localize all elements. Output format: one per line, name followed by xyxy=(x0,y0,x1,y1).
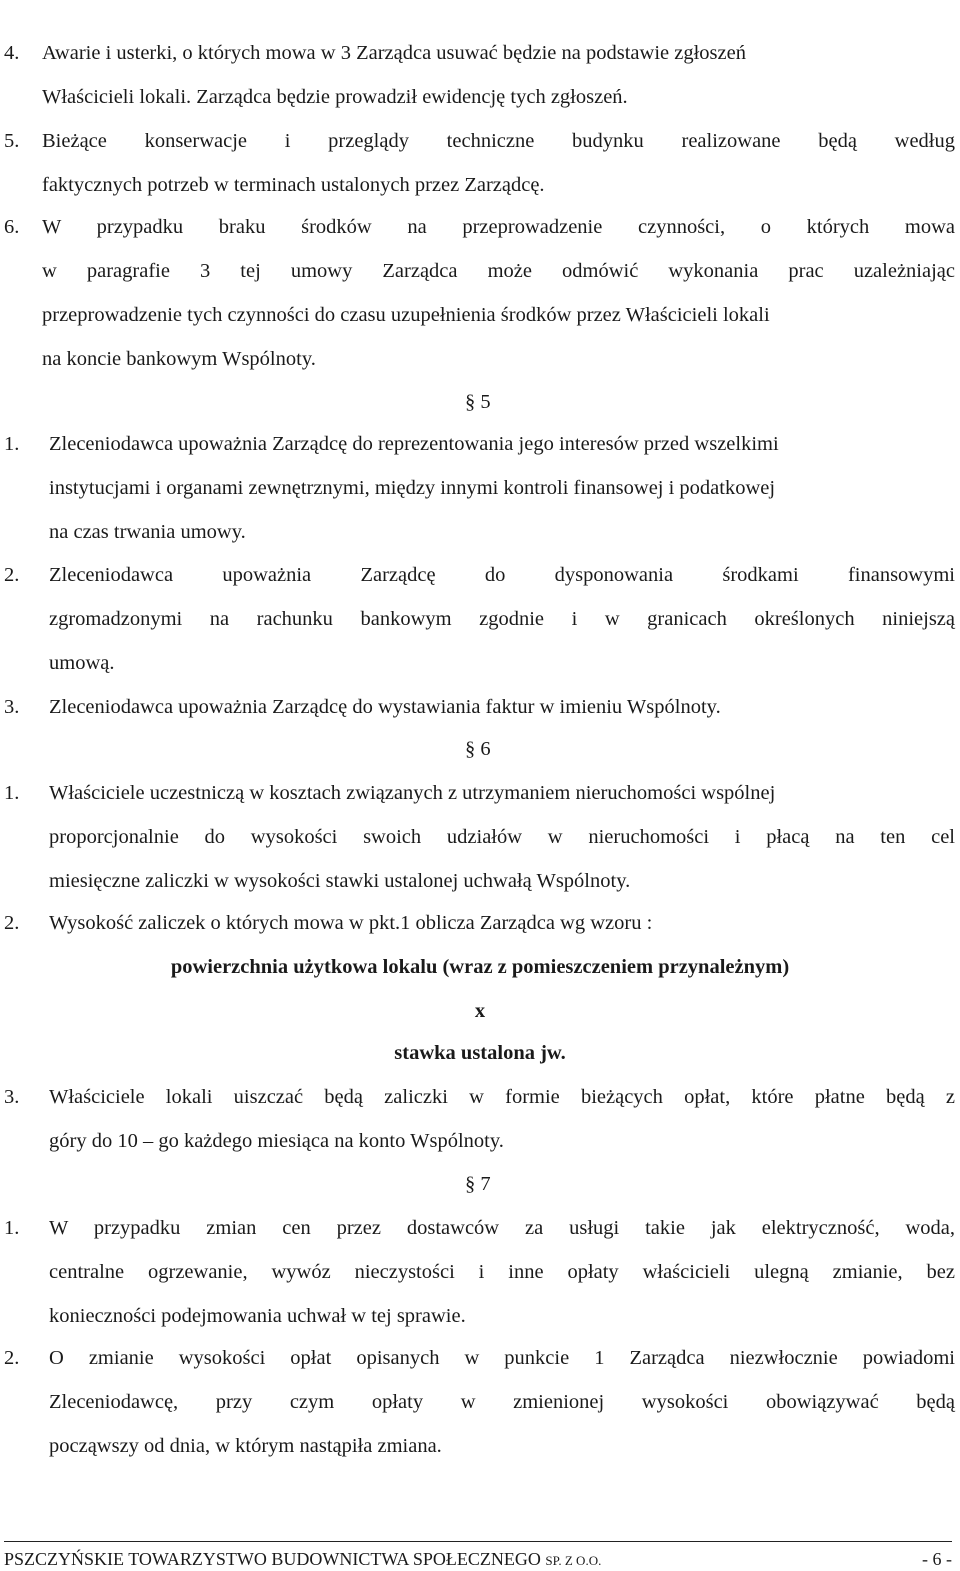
item-line: w paragrafie 3 tej umowy Zarządca może odmówić wykonania prac uzależniając xyxy=(42,260,955,282)
item-line: Wysokość zaliczek o których mowa w pkt.1 oblicza Zarządca wg wzoru : xyxy=(49,912,653,934)
formula-line: powierzchnia użytkowa lokalu (wraz z pomieszczeniem przynależnym) xyxy=(170,956,790,978)
item-line: Awarie i usterki, o których mowa w 3 Zarządca usuwać będzie na podstawie zgłoszeń xyxy=(42,42,746,64)
item-line: Właściciele uczestniczą w kosztach związanych z utrzymaniem nieruchomości wspólnej xyxy=(49,782,776,804)
item-line: zgromadzonymi na rachunku bankowym zgodnie i w granicach określonych niniejszą xyxy=(49,608,955,630)
item-number: 5. xyxy=(4,130,20,152)
item-line: począwszy od dnia, w którym nastąpiła zmiana. xyxy=(49,1435,442,1457)
item-line: konieczności podejmowania uchwał w tej sprawie. xyxy=(49,1305,466,1327)
item-line: Zleceniodawcę, przy czym opłaty w zmienionej wysokości obowiązywać będą xyxy=(49,1391,955,1413)
item-number: 1. xyxy=(4,1217,20,1239)
footer-company xyxy=(4,1549,601,1570)
item-line: Zleceniodawca upoważnia Zarządcę do wystawiania faktur w imieniu Wspólnoty. xyxy=(49,696,721,718)
item-line: Zleceniodawca upoważnia Zarządcę do reprezentowania jego interesów przed wszelkimi xyxy=(49,433,779,455)
footer-divider xyxy=(4,1541,952,1542)
item-line: miesięczne zaliczki w wysokości stawki ustalonej uchwałą Wspólnoty. xyxy=(49,870,631,892)
item-number: 2. xyxy=(4,1347,20,1369)
footer-page-number: - 6 - xyxy=(922,1549,952,1569)
item-line: góry do 10 – go każdego miesiąca na konto Wspólnoty. xyxy=(49,1130,504,1152)
item-line: faktycznych potrzeb w terminach ustalonych przez Zarządcę. xyxy=(42,174,545,196)
formula-line: stawka ustalona jw. xyxy=(394,1042,566,1064)
item-line: umową. xyxy=(49,652,115,674)
section-heading: § 7 xyxy=(465,1173,491,1195)
item-line: na koncie bankowym Wspólnoty. xyxy=(42,348,316,370)
item-line: instytucjami i organami zewnętrznymi, między innymi kontroli finansowej i podatkowej xyxy=(49,477,776,499)
item-line: przeprowadzenie tych czynności do czasu uzupełnienia środków przez Właścicieli lokali xyxy=(42,304,770,326)
item-line: centralne ogrzewanie, wywóz nieczystości i inne opłaty właścicieli ulegną zmianie, bez xyxy=(49,1261,955,1283)
formula-operator: x xyxy=(474,1000,486,1022)
item-line: W przypadku zmian cen przez dostawców za usługi takie jak elektryczność, woda, xyxy=(49,1217,955,1239)
item-line: Bieżące konserwacje i przeglądy techniczne budynku realizowane będą według xyxy=(42,130,955,152)
item-number: 1. xyxy=(4,433,20,455)
item-number: 2. xyxy=(4,912,20,934)
footer-company-name: PSZCZYŃSKIE TOWARZYSTWO BUDOWNICTWA SPOŁECZNEGO xyxy=(4,1549,541,1569)
item-line: Właściciele lokali uiszczać będą zaliczki w formie bieżących opłat, które płatne będą z xyxy=(49,1086,955,1108)
item-line: O zmianie wysokości opłat opisanych w punkcie 1 Zarządca niezwłocznie powiadomi xyxy=(49,1347,955,1369)
item-number: 6. xyxy=(4,216,20,238)
item-line: na czas trwania umowy. xyxy=(49,521,246,543)
item-line: W przypadku braku środków na przeprowadzenie czynności, o których mowa xyxy=(42,216,955,238)
section-heading: § 6 xyxy=(465,738,491,760)
item-number: 3. xyxy=(4,696,20,718)
page-footer xyxy=(4,1549,952,1571)
item-number: 4. xyxy=(4,42,20,64)
section-heading: § 5 xyxy=(465,391,491,413)
footer-company-suffix: SP. Z O.O. xyxy=(545,1553,602,1568)
item-line: Właścicieli lokali. Zarządca będzie prowadził ewidencję tych zgłoszeń. xyxy=(42,86,628,108)
item-number: 1. xyxy=(4,782,20,804)
item-line: proporcjonalnie do wysokości swoich udziałów w nieruchomości i płacą na ten cel xyxy=(49,826,955,848)
item-line: Zleceniodawca upoważnia Zarządcę do dysponowania środkami finansowymi xyxy=(49,564,955,586)
item-number: 3. xyxy=(4,1086,20,1108)
item-number: 2. xyxy=(4,564,20,586)
